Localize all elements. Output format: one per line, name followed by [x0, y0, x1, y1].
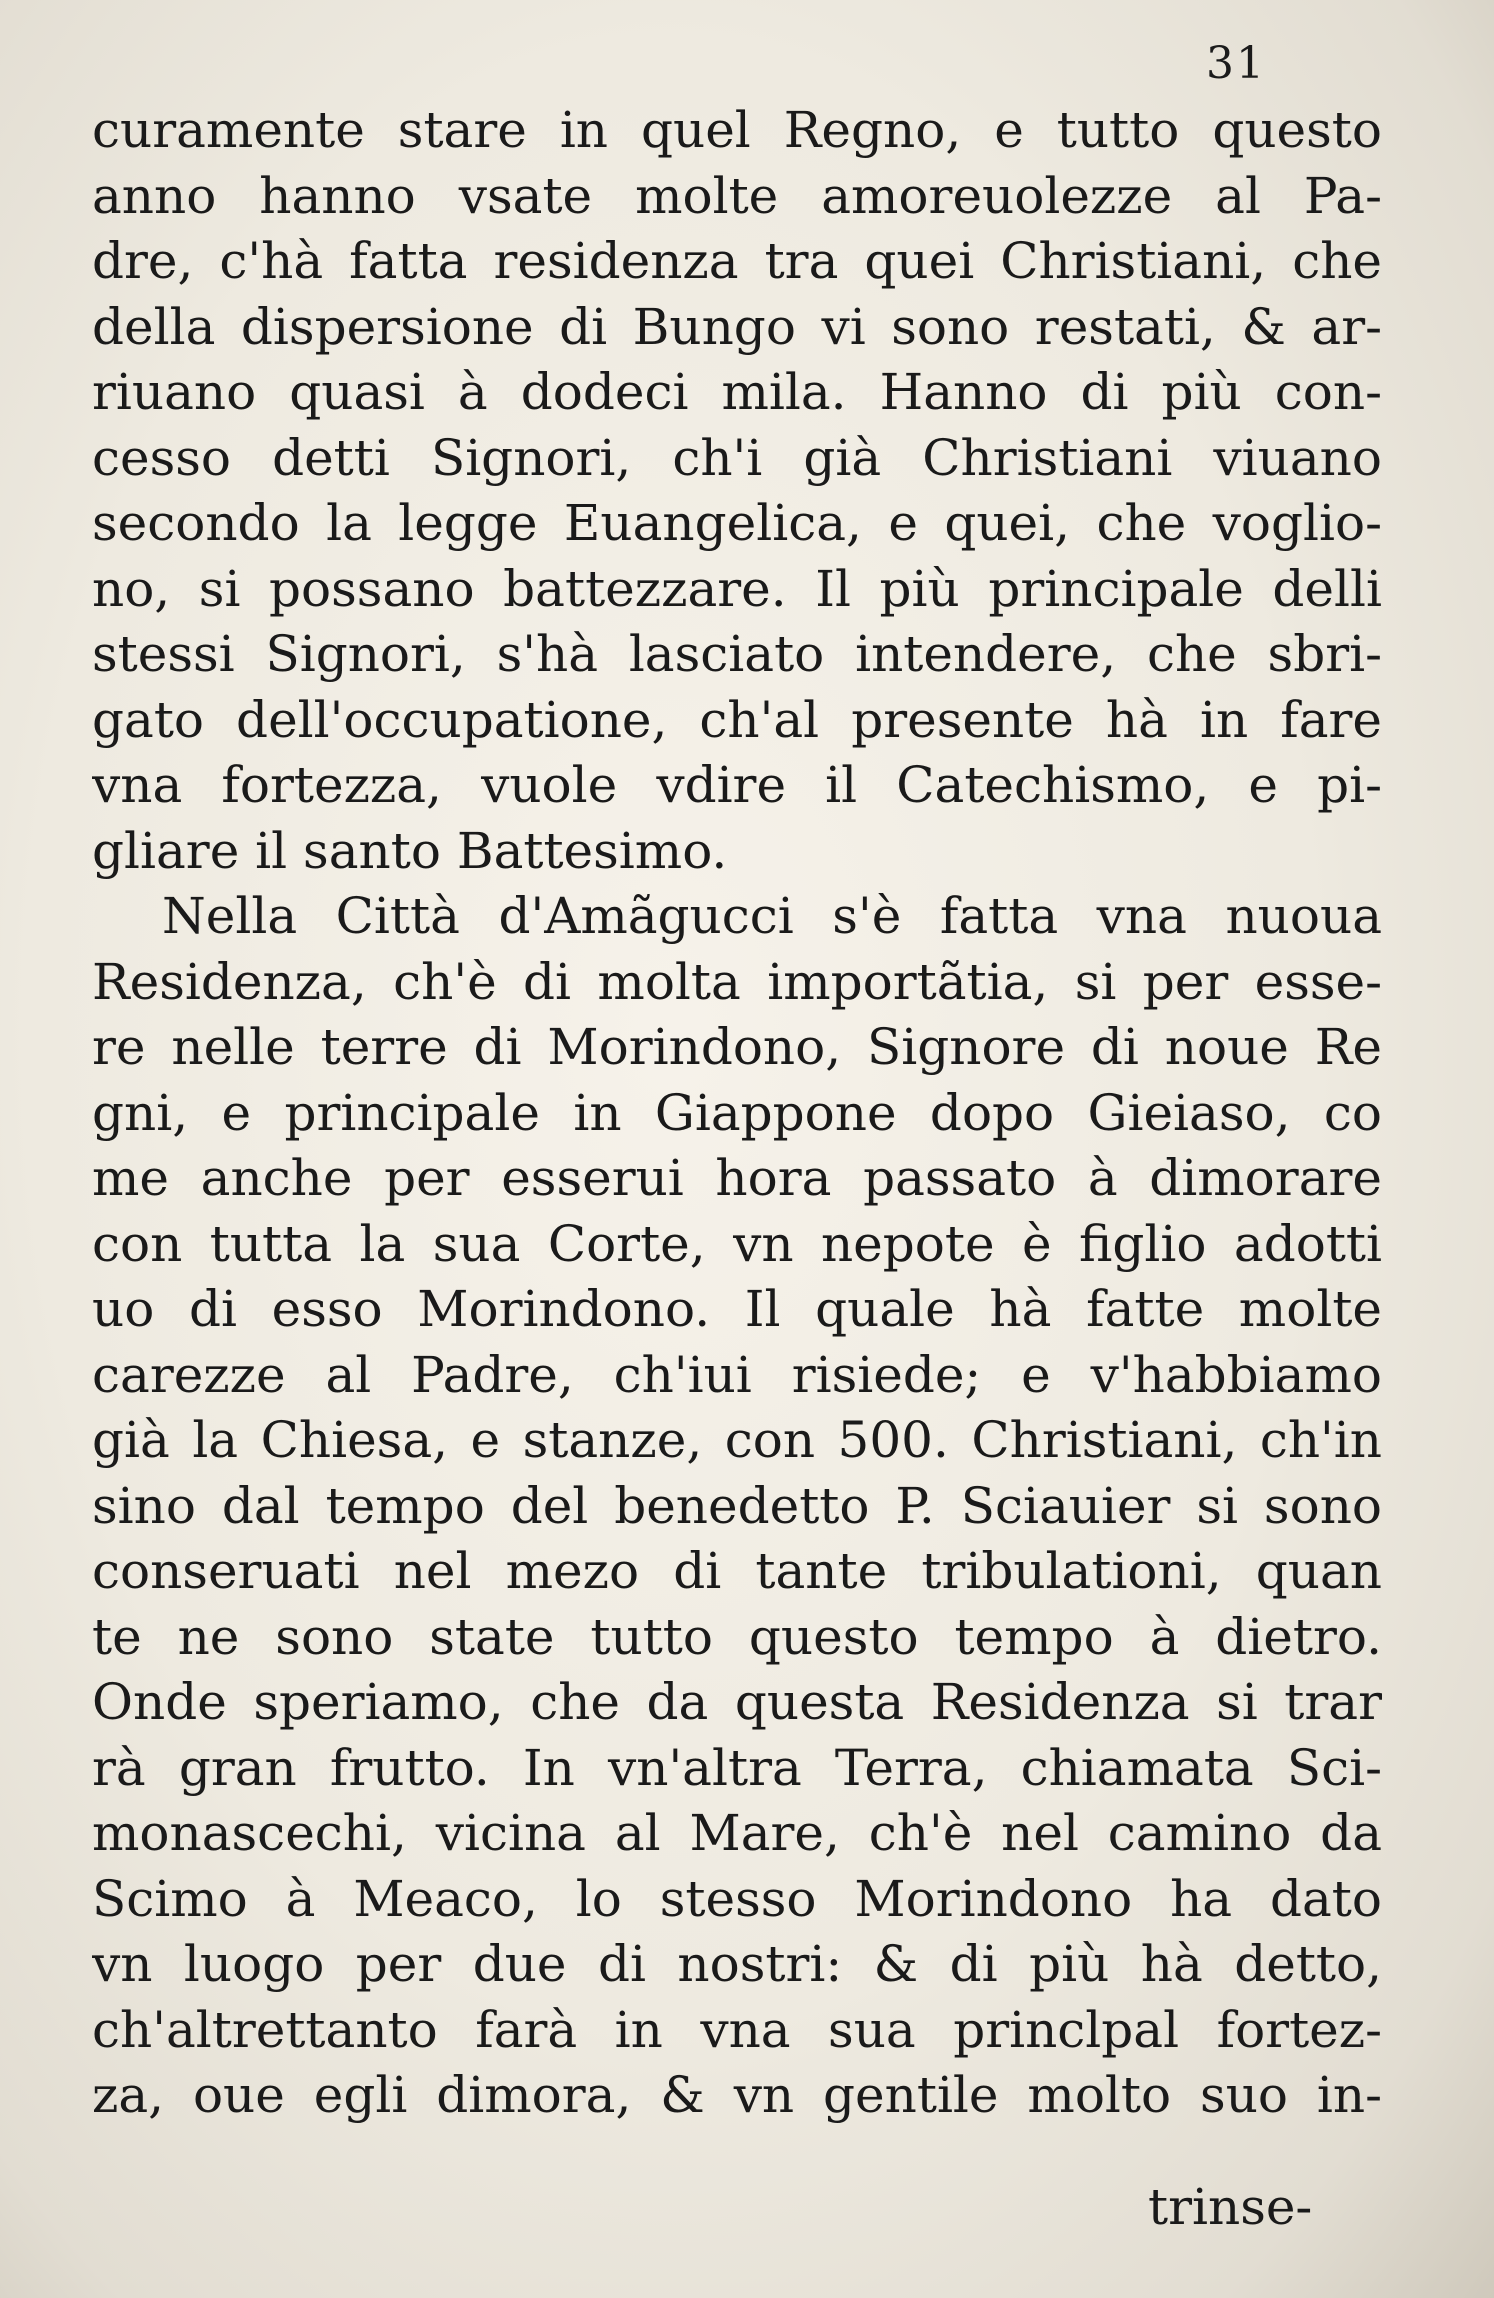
- text-line: cesso detti Signori, ch'i già Christiani viuano: [92, 428, 1382, 487]
- page-number: 31: [1206, 38, 1266, 89]
- text-line: ch'altrettanto farà in vna sua princlpal fortez-: [92, 2000, 1382, 2059]
- text-line: dre, c'hà fatta residenza tra quei Christiani, che: [92, 232, 1382, 290]
- text-line: conseruati nel mezo di tante tribulationi, quan: [92, 1542, 1382, 1600]
- text-line: gato dell'occupatione, ch'al presente hà in fare: [92, 690, 1382, 749]
- catchword: trinse-: [1148, 2178, 1313, 2236]
- text-line: curamente stare in quel Regno, e tutto questo: [92, 101, 1382, 159]
- text-line: re nelle terre di Morindono, Signore di noue Re: [92, 1018, 1382, 1076]
- text-line: della dispersione di Bungo vi sono restati, & ar-: [92, 297, 1382, 356]
- text-line: no, si possano battezzare. Il più principale delli: [92, 559, 1382, 618]
- text-line: secondo la legge Euangelica, e quei, che voglio-: [92, 494, 1382, 552]
- text-line: gni, e principale in Giappone dopo Gieiaso, co: [92, 1083, 1382, 1142]
- text-line: uo di esso Morindono. Il quale hà fatte molte: [92, 1280, 1382, 1338]
- text-line: Scimo à Meaco, lo stesso Morindono ha dato: [92, 1869, 1382, 1928]
- text-line: sino dal tempo del benedetto P. Sciauier si sono: [92, 1476, 1382, 1535]
- text-line: con tutta la sua Corte, vn nepote è figlio adotti: [92, 1214, 1382, 1273]
- text-line: rà gran frutto. In vn'altra Terra, chiamata Sci-: [92, 1738, 1382, 1797]
- text-line: te ne sono state tutto questo tempo à dietro.: [92, 1607, 1382, 1666]
- text-line: za, oue egli dimora, & vn gentile molto suo in-: [92, 2066, 1382, 2124]
- text-line: vn luogo per due di nostri: & di più hà detto,: [92, 1935, 1382, 1993]
- text-line: riuano quasi à dodeci mila. Hanno di più con-: [92, 363, 1382, 421]
- body-text: [92, 98, 1382, 2129]
- text-line: carezze al Padre, ch'iui risiede; e v'habbiamo: [92, 1345, 1382, 1404]
- paragraph-end-line: gliare il santo Battesimo.: [92, 821, 728, 880]
- text-line: me anche per esserui hora passato à dimorare: [92, 1149, 1382, 1207]
- text-line: stessi Signori, s'hà lasciato intendere, che sbri-: [92, 625, 1382, 683]
- text-line: vna fortezza, vuole vdire il Catechismo, e pi-: [92, 756, 1382, 814]
- text-line: Onde speriamo, che da questa Residenza si trar: [92, 1673, 1382, 1731]
- text-line: monascechi, vicina al Mare, ch'è nel camino da: [92, 1804, 1382, 1862]
- paragraph-start-line: Nella Città d'Amãgucci s'è fatta vna nuoua: [162, 887, 1382, 945]
- text-line: anno hanno vsate molte amoreuolezze al Pa-: [92, 166, 1382, 225]
- text-line: già la Chiesa, e stanze, con 500. Christiani, ch'in: [92, 1411, 1382, 1469]
- text-line: Residenza, ch'è di molta importãtia, si per esse-: [92, 952, 1382, 1011]
